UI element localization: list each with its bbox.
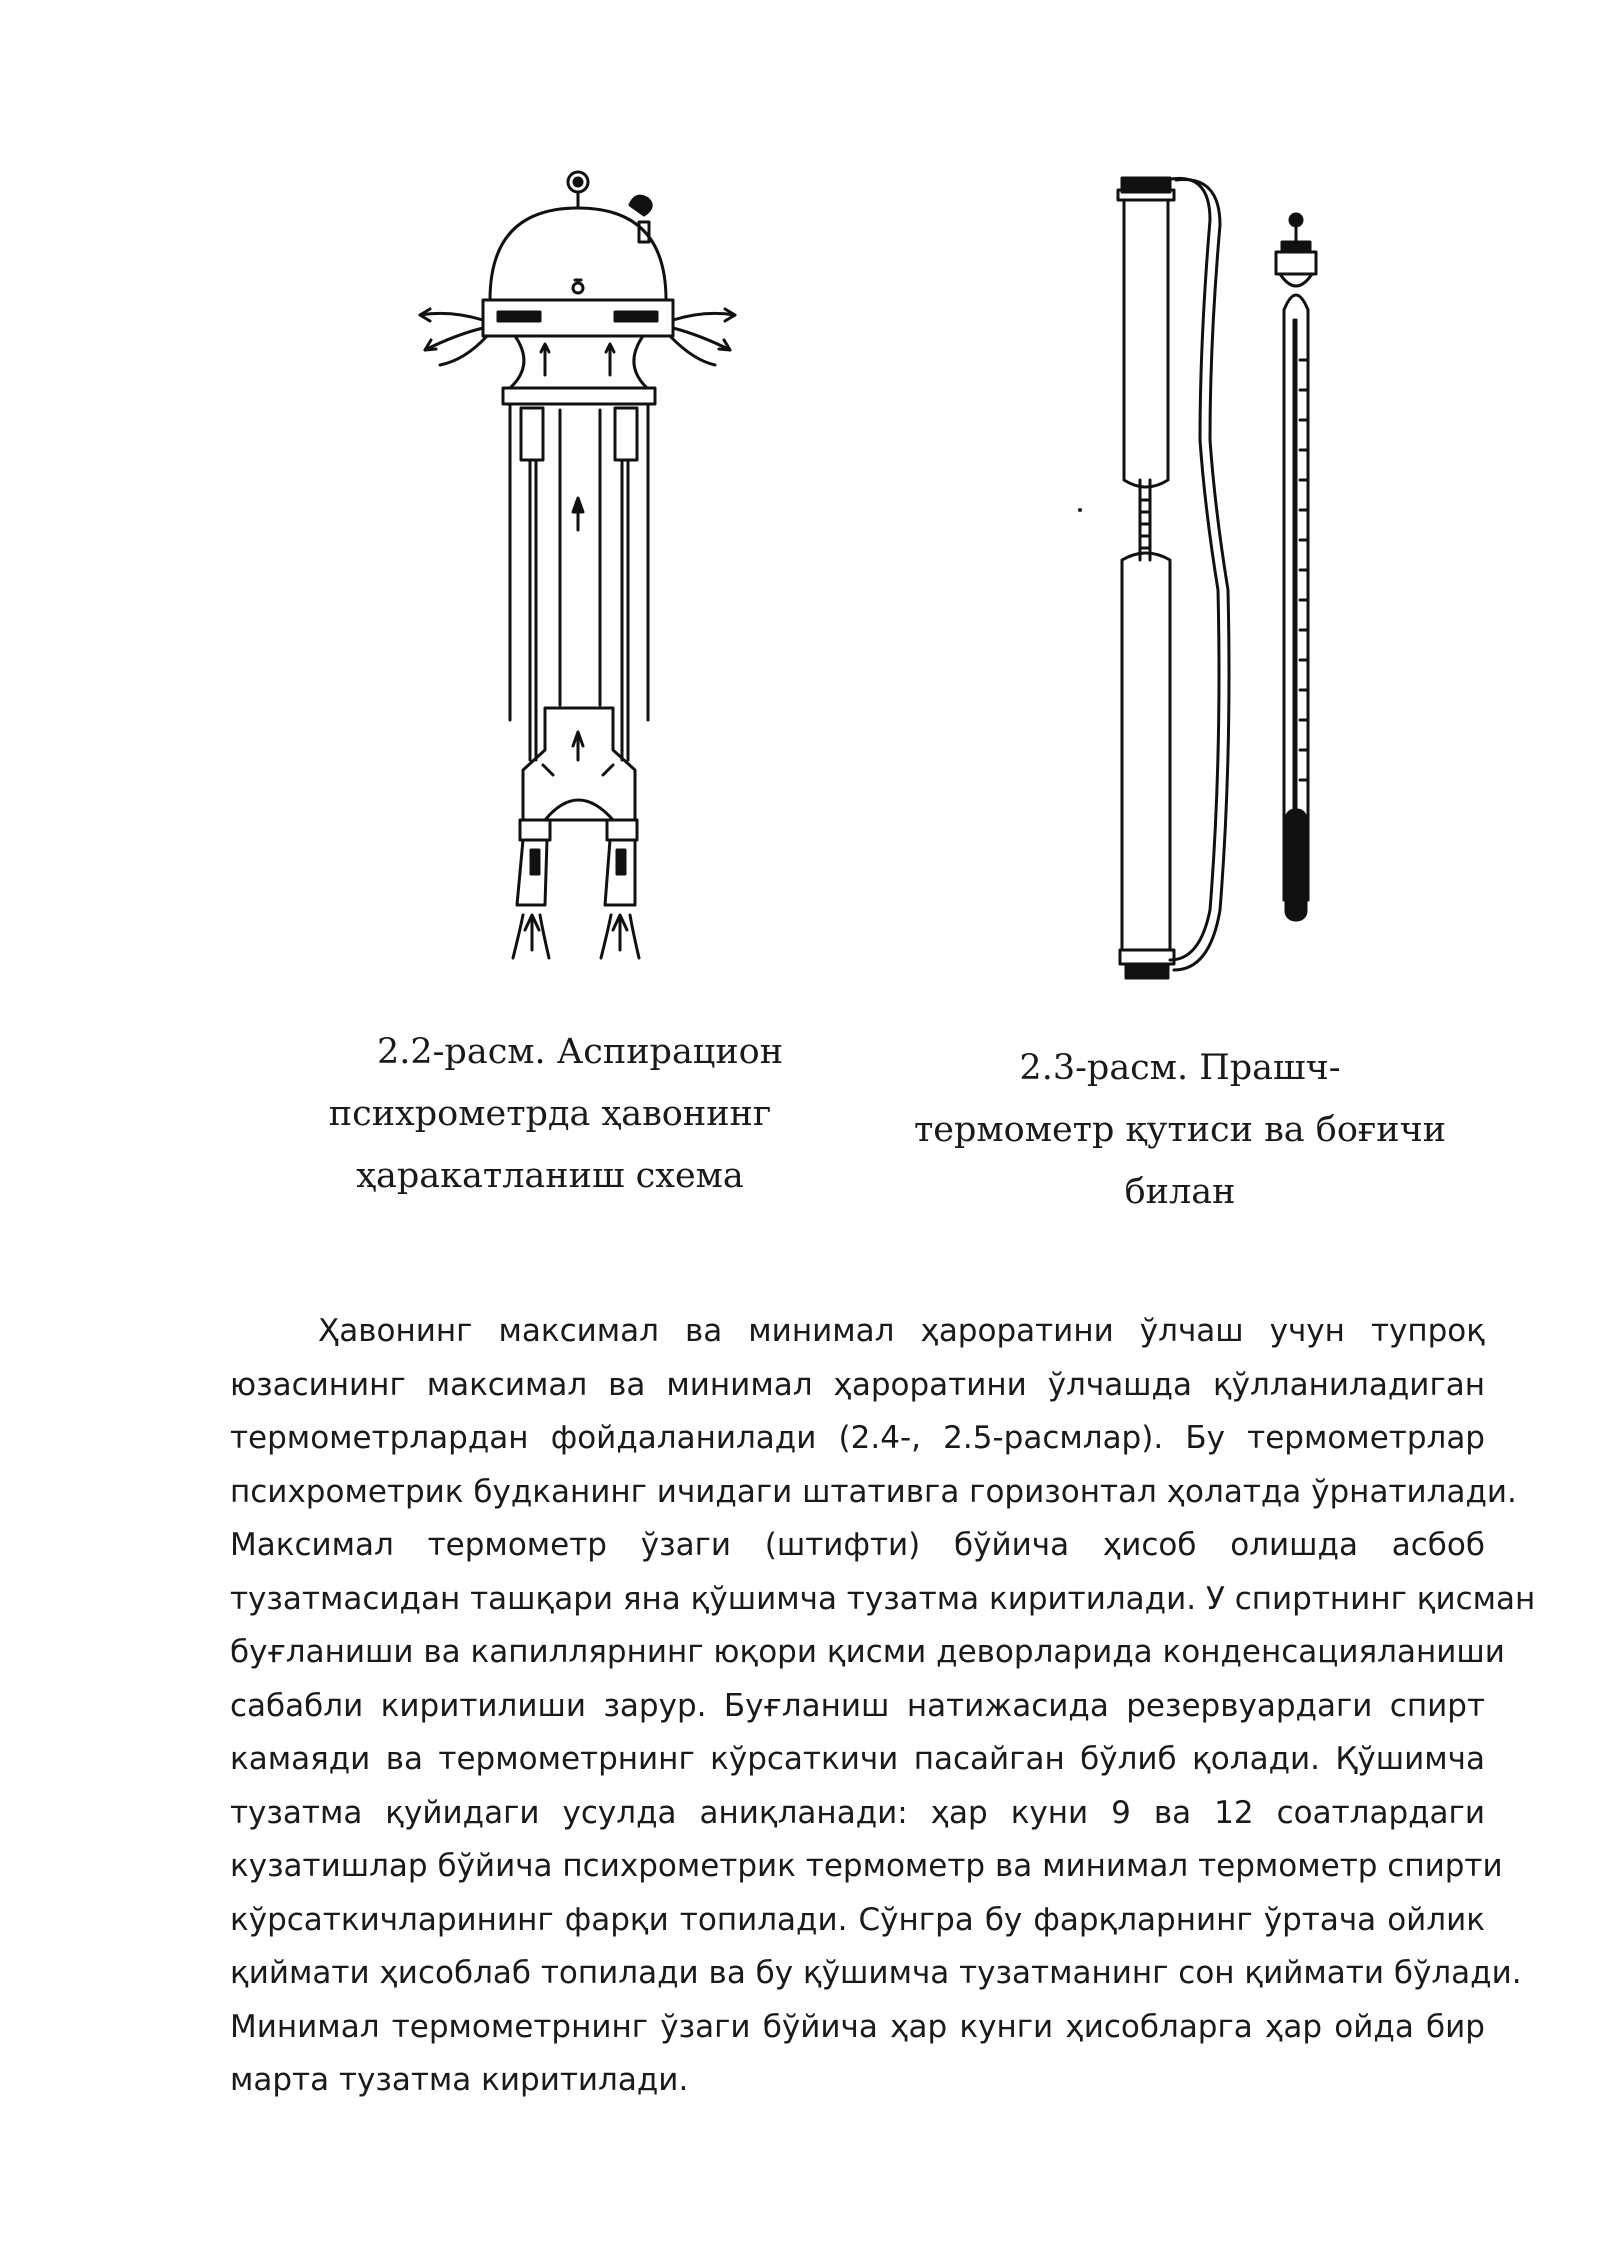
figure-caption-2-3 (880, 1037, 1480, 1223)
paragraph-line: қиймати ҳисоблаб топилади ва бу қўшимча тузатманинг сон қиймати бўлади. (230, 1955, 1522, 1991)
paragraph-line: юзасининг максимал ва минимал ҳароратини ўлчашда қўлланиладиган (230, 1366, 1485, 1403)
paragraph-line: кузатишлар бўйича психрометрик термометр ва минимал термометр спирти (230, 1848, 1503, 1884)
paragraph-line: тузатма қуйидаги усулда аниқланади: ҳар куни 9 ва 12 соатлардаги (230, 1794, 1485, 1831)
caption-line: билан (1124, 1172, 1236, 1212)
figure-caption-2-2 (290, 1021, 810, 1207)
paragraph-line: марта тузатма киритилади. (230, 2062, 689, 2098)
paragraph-line: кўрсаткичларининг фарқи топилади. Сўнгра бу фарқларнинг ўртача ойлик (230, 1901, 1485, 1938)
paragraph-line: Максимал термометр ўзаги (штифти) бўйича ҳисоб олишда асбоб (230, 1527, 1485, 1563)
paragraph-line: камаяди ва термометрнинг кўрсаткичи пасайган бўлиб қолади. Қўшимча (230, 1741, 1485, 1777)
aspiration-psychrometer-diagram (395, 160, 765, 970)
caption-line: психрометрда ҳавонинг (328, 1094, 772, 1134)
paragraph-line: буғланиши ва капиллярнинг юқори қисми деворларида конденсацияланиши (230, 1634, 1505, 1670)
caption-line: ҳаракатланиш схема (356, 1156, 744, 1196)
paragraph-line: термометрлардан фойдаланилади (2.4-, 2.5-расмлар). Бу термометрлар (230, 1420, 1485, 1456)
paragraph-line: сабабли киритилиши зарур. Буғланиш натижасида резервуардаги спирт (230, 1687, 1485, 1724)
paragraph-line: Ҳавонинг максимал ва минимал ҳароратини ўлчаш учун тупроқ (318, 1313, 1485, 1349)
paragraph-line: тузатмасидан ташқари яна қўшимча тузатма киритилади. У спиртнинг қисман (230, 1580, 1536, 1617)
caption-line: термометр қутиси ва боғичи (913, 1110, 1447, 1150)
caption-line: 2.3-расм. Прашч- (1019, 1048, 1341, 1088)
paragraph-line: психрометрик будканинг ичидаги штативга горизонтал ҳолатда ўрнатилади. (230, 1473, 1517, 1510)
caption-line: 2.2-расм. Аспирацион (376, 1032, 784, 1072)
stray-dot (1078, 508, 1082, 512)
sling-thermometer-case-drawing (1100, 160, 1400, 1000)
paragraph-line: Минимал термометрнинг ўзаги бўйича ҳар кунги ҳисобларга ҳар ойда бир (230, 2008, 1485, 2045)
body-paragraph (230, 1305, 1536, 2108)
